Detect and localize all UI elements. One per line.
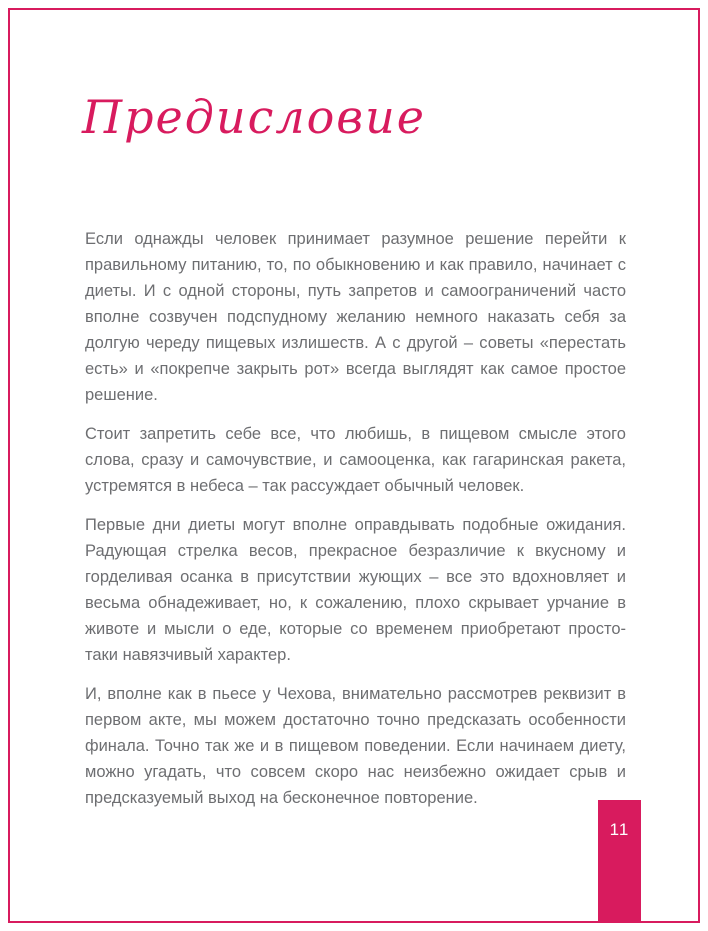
- paragraph: Первые дни диеты могут вполне оправдывать подобные ожидания. Радующая стрелка весов, прекрасное безразличие к вкусному и горделивая осанка в присутствии жующих – все это вдохновляет и весьма обнадеживает, но, к сожалению, плохо скрывает урчание в животе и мысли о еде, которые со временем приобретают просто-таки навязчивый характер.: [85, 516, 626, 664]
- page-number-badge: [598, 800, 641, 922]
- body-text: [85, 226, 626, 824]
- page-number: 11: [609, 820, 630, 839]
- paragraph: Стоит запретить себе все, что любишь, в пищевом смысле этого слова, сразу и самочувствие, и самооценка, как гагаринская ракета, устремятся в небеса – так рассуждает обычный человек.: [85, 425, 626, 495]
- paragraph: И, вполне как в пьесе у Чехова, внимательно рассмотрев реквизит в первом акте, мы можем достаточно точно предсказать особенности финала. Точно так же и в пищевом поведении. Если начинаем диету, можно угадать, что совсем скоро нас неизбежно ожидает срыв и предсказуемый выход на бесконечное повторение.: [85, 685, 626, 807]
- chapter-title: Предисловие: [82, 90, 426, 144]
- paragraph: Если однажды человек принимает разумное решение перейти к правильному питанию, то, по обыкновению и как правило, начинает с диеты. И с одной стороны, путь запретов и самоограничений часто вполне созвучен подспудному желанию немного наказать себя за долгую череду пищевых излишеств. А с другой – советы «перестать есть» и «покрепче закрыть рот» всегда выглядят как самое простое решение.: [85, 230, 626, 404]
